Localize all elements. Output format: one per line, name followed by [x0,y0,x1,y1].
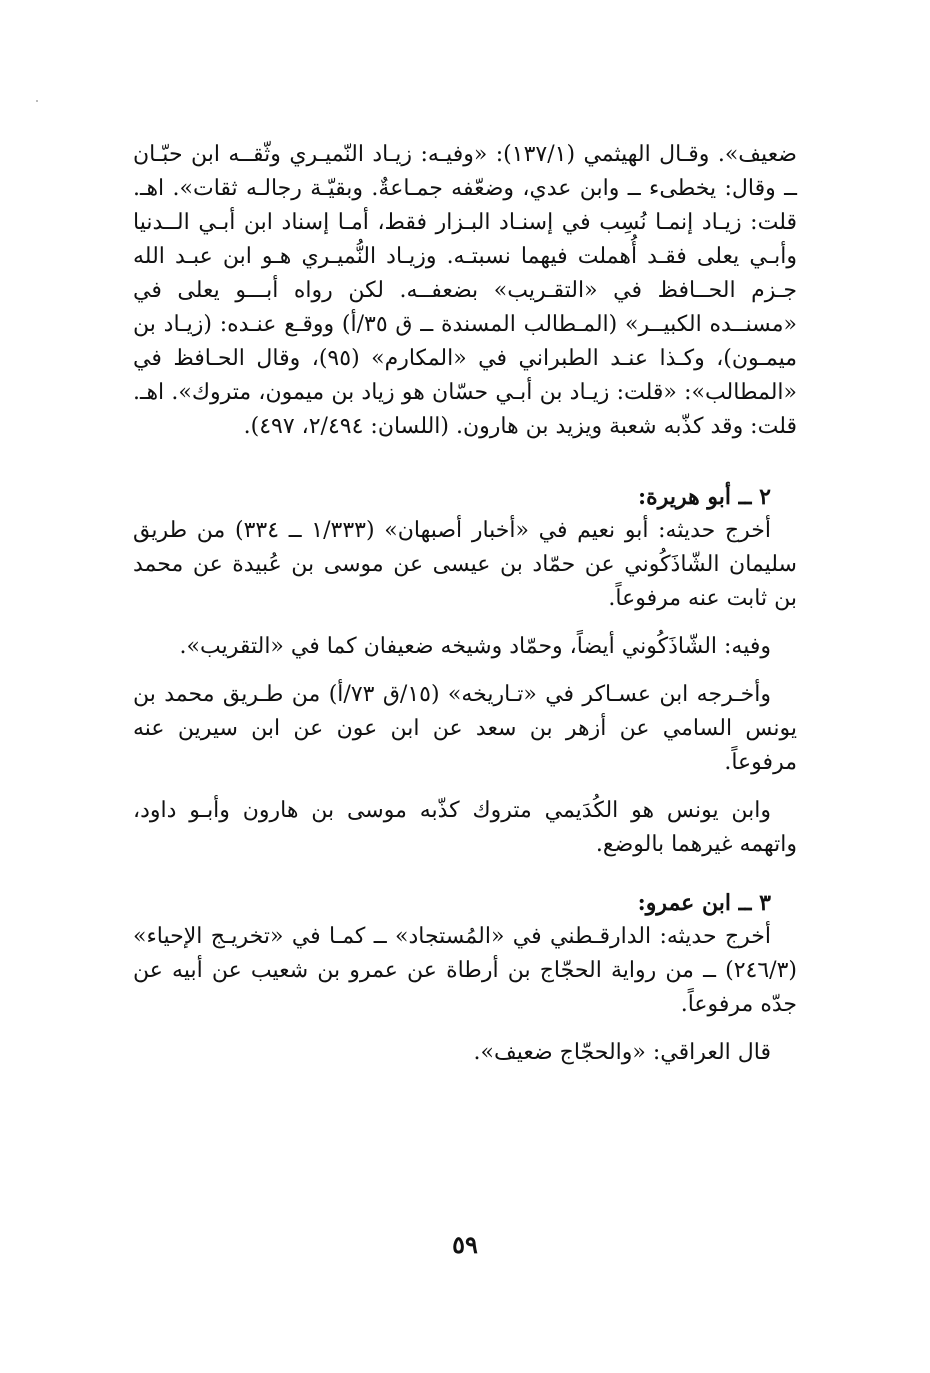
margin-speck [36,100,38,102]
paragraph-hadith-narrator-ziyad: ضعيف». وقـال الهيثمي (١٣٧/١): «وفيـه: زيـاد النّميـري وثّقــه ابن حبّـان ــ وقال: يخطىء ــ وابن عدي، وضعّفه جمـاعةٌ. وبقيّـة رجالـه ثقات». اهـ. قلت: زيـاد إنمـا نُسِب في إسنـاد البـزار فقط، أمـا إسناد ابن أبـي الــدنيا وأبـي يعلى فقـد أُهملت فيهما نسبتـه. وزيـاد النُّميـري هـو ابن عبـد الله جـزم الحــافظ في «التقـريب» بضعفــه. لكن رواه أبـــو يعلى في «مسنــده الكبيــر» (المـطالب المسندة ــ ق ٣٥/أ) ووقـع عنـده: (زيـاد بن ميمـون)، وكـذا عنـد الطبراني في «المكارم» (٩٥)، وقال الحـافظ في «المطالب»: «قلت: زيـاد بن أبـي حسّان هو زياد بن ميمون، متروك». اهـ. قلت: وقد كذّبه شعبة ويزيد بن هارون. (اللسان: ٢/٤٩٤، ٤٩٧). [133,142,797,439]
paragraph-shadhakuni-note: وفيه: الشّاذَكُوني أيضاً، وحمّاد وشيخه ضعيفان كما في «التقريب». [179,634,771,659]
paragraph-kudaymi-note: وابن يونس هو الكُدَيمي متروك كذّبه موسى بن هارون وأبـو داود، واتهمه غيرهما بالوضع. [133,798,797,857]
paragraph-ibn-asakir-takhrij: وأخـرجه ابن عسـاكر في «تـاريخه» (١٥/ق ٧٣/أ) من طـريق محمد بن يونس السامي عن أزهر بن سعد عن ابن عون عن ابن سيرين عنه مرفوعاً. [133,682,797,775]
paragraph-iraqi-verdict: قال العراقي: «والحجّاج ضعيف». [473,1040,771,1065]
section-heading-ibn-amr: ٣ ــ ابن عمرو: [637,890,771,916]
paragraph-ibn-amr-takhrij: أخرج حديثه: الدارقـطني في «المُستجاد» ــ كمـا في «تخريـج الإحياء» (٢٤٦/٣) ــ من رواية الحجّاج بن أرطاة عن عمرو بن شعيب عن أبيه عن جدّه مرفوعاً. [133,924,797,1017]
section-heading-abu-hurayra: ٢ ــ أبو هريرة: [638,484,771,510]
page-number: ٥٩ [452,1230,478,1259]
page-body [133,138,797,1070]
paragraph-abu-hurayra-takhrij: أخرج حديثه: أبو نعيم في «أخبار أصبهان» (١/٣٣٣ ــ ٣٣٤) من طريق سليمان الشّاذَكُوني عن حمّاد بن عيسى عن موسى بن عُبيدة عن محمد بن ثابت عنه مرفوعاً. [133,518,797,611]
